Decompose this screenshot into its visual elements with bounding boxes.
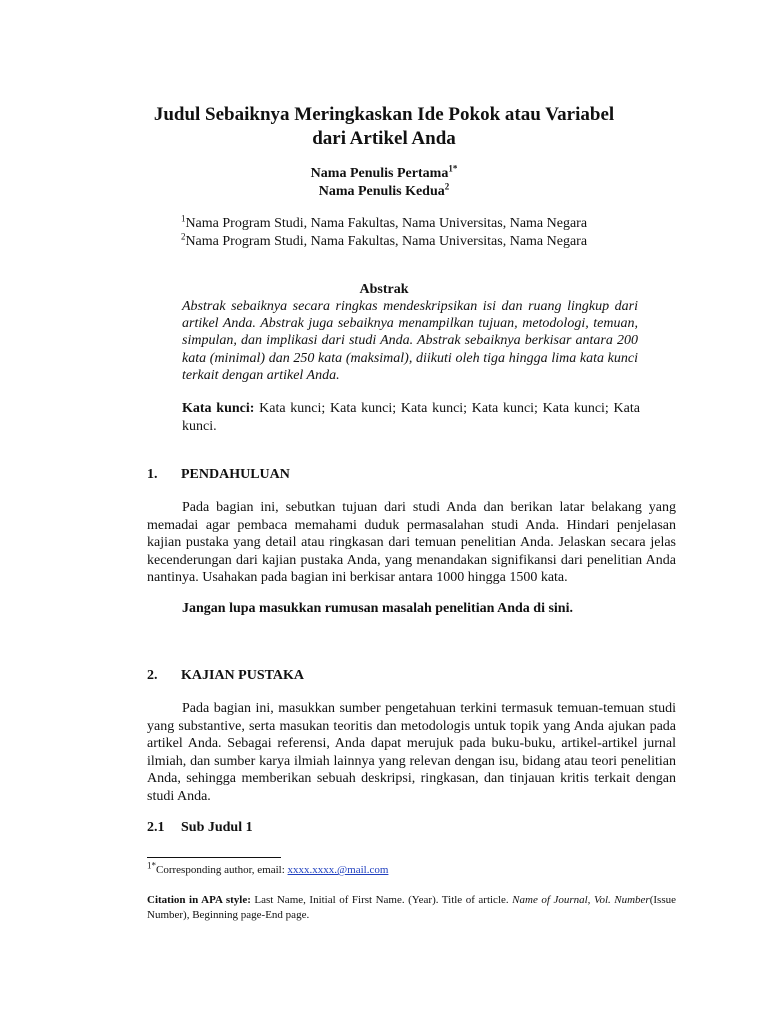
section-heading-1 — [147, 467, 290, 483]
author-second-sup: 2 — [444, 181, 450, 192]
author-second-name: Nama Penulis Kedua — [318, 184, 445, 199]
subsection-heading — [147, 820, 253, 836]
title-line-1: Judul Sebaiknya Meringkaskan Ide Pokok atau Variabel — [153, 104, 615, 125]
author-first-name: Nama Penulis Pertama — [310, 166, 449, 181]
section-1-bold-note: Jangan lupa masukkan rumusan masalah penelitian Anda di sini. — [182, 601, 573, 616]
footnote-divider — [147, 857, 281, 858]
section-1-paragraph: Pada bagian ini, sebutkan tujuan dari studi Anda dan berikan latar belakang yang memadai agar pembaca memahami duduk permasalahan studi Anda. Hindari penjelasan kajian pustaka yang detail atau ringkasan dari temuan penelitian Anda. Jelaskan secara jelas kecenderungan dari kajian pustaka Anda, yang menandakan signifikansi dari penelitian Anda nantinya. Usahakan pada bagian ini berkisar antara 1000 hingga 1500 kata. — [147, 500, 676, 585]
affiliation-1-text: Nama Program Studi, Nama Fakultas, Nama Universitas, Nama Negara — [185, 216, 588, 231]
author-first-sup: 1* — [448, 163, 458, 174]
affiliation-2 — [100, 233, 668, 251]
author-second — [100, 183, 668, 201]
subsection-number: 2.1 — [147, 820, 165, 835]
affiliation-list — [100, 215, 668, 251]
affiliation-1-sup: 1 — [180, 213, 186, 224]
footnote — [147, 860, 389, 876]
footnote-sup: 1* — [147, 860, 156, 871]
subsection-title: Sub Judul 1 — [181, 820, 253, 835]
affiliation-2-text: Nama Program Studi, Nama Fakultas, Nama Universitas, Nama Negara — [185, 234, 588, 249]
author-first — [100, 165, 668, 183]
citation-block — [147, 893, 676, 923]
citation-text-before: Last Name, Initial of First Name. (Year). Title of article. — [250, 894, 513, 906]
abstract-text: Abstrak sebaiknya secara ringkas mendeskripsikan isi dan ruang lingkup dari artikel Anda. Abstrak juga sebaiknya menampilkan tujuan, metodologi, temuan, simpulan, dan implikasi dari studi Anda. Abstrak sebaiknya berkisar antara 200 kata (minimal) dan 250 kata (maksimal), diikuti oleh tiga hingga lima kata kunci terkait dengan artikel Anda. — [182, 299, 638, 383]
affiliation-2-sup: 2 — [180, 231, 186, 242]
keywords-label: Kata kunci: — [182, 401, 255, 416]
section-1-title: PENDAHULUAN — [181, 467, 290, 482]
affiliation-1 — [100, 215, 668, 233]
keywords-text: Kata kunci; Kata kunci; Kata kunci; Kata kunci; Kata kunci; Kata kunci. — [182, 401, 640, 434]
footnote-text: Corresponding author, email: — [156, 864, 288, 876]
citation-text-after: (Issue Number), Beginning page-End page. — [147, 894, 676, 921]
author-list — [100, 165, 668, 201]
citation-journal: Name of Journal, Vol. Number — [512, 894, 650, 906]
footnote-email-link[interactable]: xxxx.xxxx.@mail.com — [287, 864, 389, 876]
abstract-heading: Abstrak — [359, 282, 409, 297]
section-heading-2 — [147, 668, 304, 684]
section-2-title: KAJIAN PUSTAKA — [181, 668, 305, 683]
keywords — [182, 400, 640, 435]
paper-title — [100, 103, 668, 151]
citation-label: Citation in APA style: — [147, 894, 251, 906]
section-1-number: 1. — [147, 467, 158, 482]
section-2-paragraph: Pada bagian ini, masukkan sumber pengetahuan terkini termasuk temuan-temuan studi yang substantive, serta masukan teoritis dan metodologis untuk topik yang Anda ajukan pada artikel Anda. Sebagai referensi, Anda dapat merujuk pada buku-buku, artikel-artikel jurnal ilmiah, dan sumber karya ilmiah lainnya yang relevan dengan isu, bidang atau teori penelitian Anda, sehingga memberikan sebuah deskripsi, ringkasan, dan tinjauan kritis terkait dengan studi Anda. — [147, 701, 676, 804]
section-2-number: 2. — [147, 668, 158, 683]
title-line-2: dari Artikel Anda — [312, 128, 456, 149]
